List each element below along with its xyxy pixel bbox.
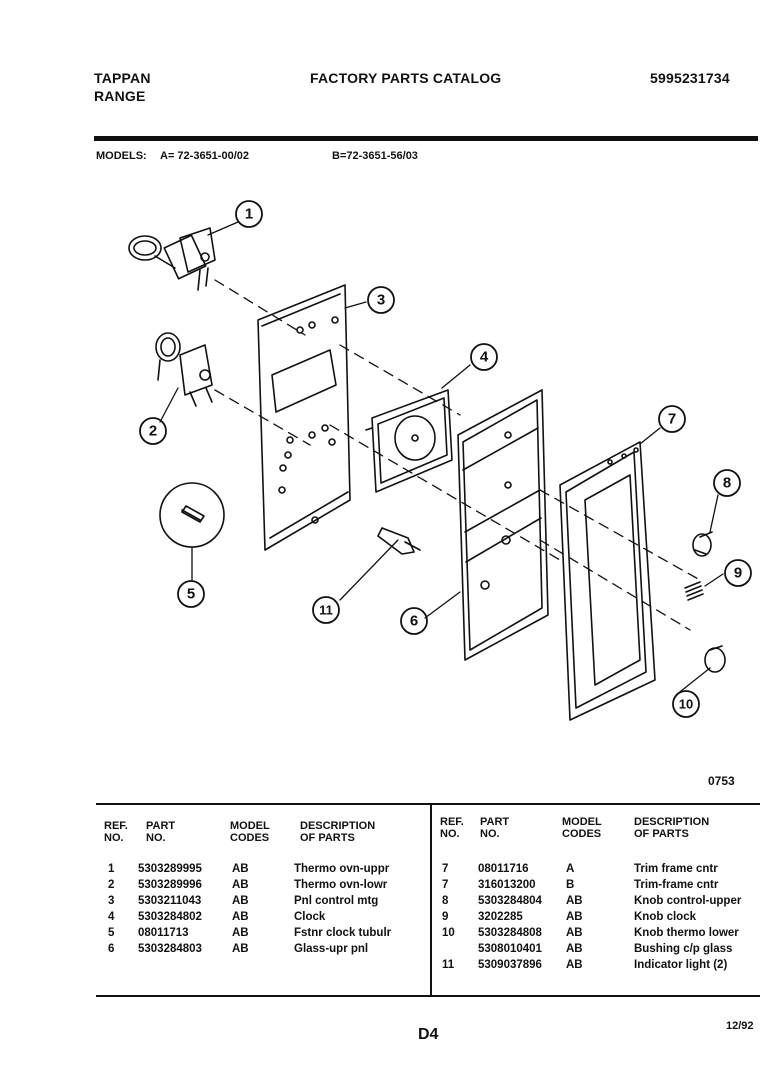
right-header-model: MODEL CODES [562, 816, 602, 840]
callout-circles [140, 201, 751, 717]
part-number-cell: 5309037896 [478, 959, 542, 971]
part-11-indicator-light [378, 528, 420, 554]
right-header-description: DESCRIPTION OF PARTS [634, 816, 710, 840]
model-code-cell: AB [566, 943, 583, 955]
callout-4: 4 [479, 348, 489, 366]
part-1-thermostat-upper [129, 228, 215, 290]
ref-cell: 11 [442, 959, 455, 971]
callout-11: 11 [319, 602, 333, 618]
callout-6: 6 [409, 612, 419, 630]
model-code-cell: AB [566, 927, 583, 939]
ref-cell: 7 [442, 879, 449, 891]
callout-1: 1 [244, 205, 254, 223]
left-header-part: PART NO. [146, 820, 176, 844]
model-code-cell: AB [232, 911, 249, 923]
description-cell: Thermo ovn-lowr [294, 879, 388, 891]
figure-code: 0753 [708, 774, 735, 788]
part-number-cell: 08011713 [138, 927, 189, 939]
model-code-cell: AB [232, 943, 249, 955]
revision-date: 12/92 [726, 1020, 754, 1032]
description-cell: Trim-frame cntr [634, 879, 719, 891]
model-code-cell: AB [232, 927, 249, 939]
model-code-cell: AB [232, 879, 249, 891]
model-b: B=72-3651-56/03 [332, 150, 418, 162]
part-3-control-mounting-panel [258, 285, 350, 550]
callout-2: 2 [148, 422, 158, 440]
brand-line-1: TAPPAN [94, 70, 151, 86]
part-number-cell: 3202285 [478, 911, 523, 923]
ref-cell: 4 [108, 911, 115, 923]
description-cell: Knob clock [634, 911, 696, 923]
left-header-ref: REF. NO. [104, 820, 128, 844]
model-code-cell: AB [566, 895, 583, 907]
ref-cell: 6 [108, 943, 115, 955]
callout-5: 5 [186, 585, 196, 603]
part-number-cell: 5303284804 [478, 895, 542, 907]
callout-9: 9 [733, 564, 743, 582]
part-5-clock-fastener [160, 483, 224, 547]
ref-cell: 1 [108, 863, 115, 875]
description-cell: Indicator light (2) [634, 959, 728, 971]
table-top-rule [96, 803, 760, 805]
description-cell: Knob thermo lower [634, 927, 739, 939]
part-number-cell: 5303289995 [138, 863, 202, 875]
brand-line-2: RANGE [94, 88, 146, 104]
part-6-glass-upper-panel [458, 390, 548, 660]
part-8-knob-upper [693, 532, 712, 556]
part-4-clock [366, 390, 452, 492]
description-cell: Bushing c/p glass [634, 943, 733, 955]
part-10-knob-thermo-lower [705, 646, 725, 672]
part-9-knob-clock [685, 582, 703, 600]
right-header-part: PART NO. [480, 816, 510, 840]
part-number-cell: 08011716 [478, 863, 529, 875]
ref-cell: 9 [442, 911, 449, 923]
exploded-parts-diagram [0, 160, 768, 800]
callout-3: 3 [376, 291, 386, 309]
ref-cell: 3 [108, 895, 115, 907]
catalog-title: FACTORY PARTS CATALOG [310, 70, 502, 86]
left-header-model: MODEL CODES [230, 820, 270, 844]
part-number-cell: 5303284808 [478, 927, 542, 939]
part-number-cell: 5303211043 [138, 895, 202, 907]
description-cell: Glass-upr pnl [294, 943, 369, 955]
description-cell: Fstnr clock tubulr [294, 927, 392, 939]
model-a: A= 72-3651-00/02 [160, 150, 249, 162]
callout-10: 10 [678, 696, 694, 712]
model-code-cell: B [566, 879, 575, 891]
description-cell: Knob control-upper [634, 895, 742, 907]
ref-cell: 7 [442, 863, 449, 875]
part-number-cell: 5303284802 [138, 911, 202, 923]
model-code-cell: A [566, 863, 575, 875]
table-row [0, 895, 768, 911]
part-number-cell: 5308010401 [478, 943, 542, 955]
ref-cell: 8 [442, 895, 449, 907]
model-code-cell: AB [566, 959, 583, 971]
part-number-cell: 316013200 [478, 879, 536, 891]
description-cell: Thermo ovn-uppr [294, 863, 390, 875]
callout-8: 8 [722, 474, 732, 492]
catalog-number: 5995231734 [650, 70, 730, 86]
ref-cell: 2 [108, 879, 115, 891]
table-bottom-rule [96, 995, 760, 997]
assembly-lines [215, 280, 700, 630]
model-code-cell: AB [566, 911, 583, 923]
part-2-thermostat-lower [156, 333, 212, 406]
table-row [0, 943, 768, 959]
table-row [0, 927, 768, 943]
table-row [0, 863, 768, 879]
part-7-trim-frame [560, 442, 655, 720]
ref-cell: 5 [108, 927, 115, 939]
part-number-cell: 5303284803 [138, 943, 202, 955]
table-row [0, 959, 768, 975]
page-number: D4 [418, 1026, 439, 1043]
model-code-cell: AB [232, 863, 249, 875]
models-label: MODELS: [96, 150, 147, 162]
part-number-cell: 5303289996 [138, 879, 202, 891]
header-rule [94, 136, 758, 141]
callout-7: 7 [667, 410, 677, 428]
description-cell: Trim frame cntr [634, 863, 718, 875]
description-cell: Pnl control mtg [294, 895, 379, 907]
table-row [0, 879, 768, 895]
table-row [0, 911, 768, 927]
left-header-description: DESCRIPTION OF PARTS [300, 820, 376, 844]
model-code-cell: AB [232, 895, 249, 907]
ref-cell: 10 [442, 927, 455, 939]
description-cell: Clock [294, 911, 326, 923]
right-header-ref: REF. NO. [440, 816, 464, 840]
